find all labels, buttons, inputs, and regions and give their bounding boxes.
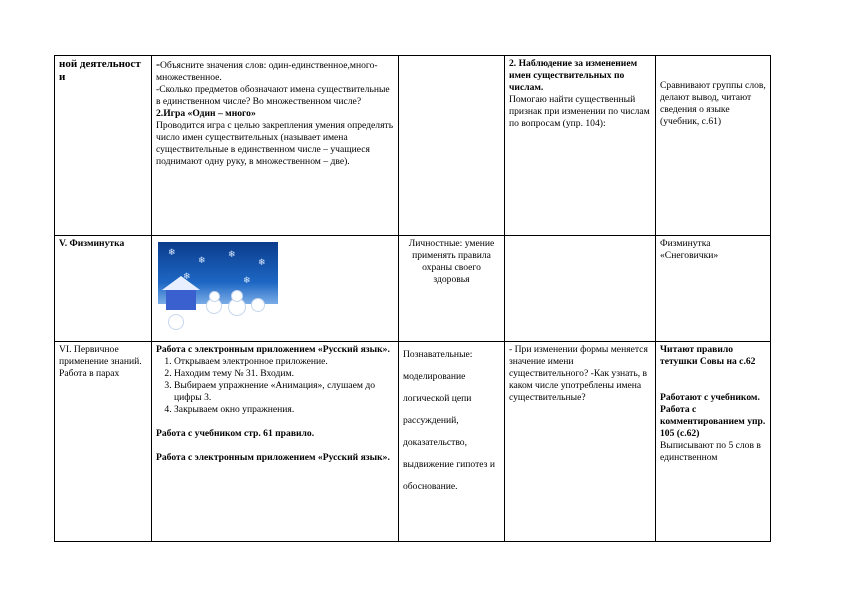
observation-text: Помогаю найти существенный признак при изменении по числам по вопросам (упр. 104): [509, 94, 650, 129]
observation-title: 2. Наблюдение за изменением имен существительных по числам. [509, 58, 638, 93]
work-title: Работа с учебником стр. 61 правило. [156, 428, 315, 439]
work-title: Работа с электронным приложением «Русский язык». [156, 452, 390, 463]
stage-name: VI. Первичное применение знаний. Работа в парах [59, 344, 142, 379]
observation-cell [505, 56, 656, 236]
snowmen-picture: ❄ ❄ ❄ ❄ ❄ ❄ [158, 242, 278, 332]
stage-cell [55, 56, 152, 236]
list-item: 4. Закрываем окно упражнения. [174, 404, 394, 416]
steps-list [156, 356, 394, 416]
students-cell [656, 236, 771, 342]
uud-cell [399, 56, 505, 236]
work-title: Работа с электронным приложением «Русский язык». [156, 344, 390, 355]
stage-cell [55, 342, 152, 542]
table-row [55, 236, 771, 342]
teacher-cell [505, 236, 656, 342]
stage-name: V. Физминутка [59, 238, 125, 249]
students-text: Работают с учебником. [660, 392, 760, 403]
students-text: Выписывают по 5 слов в единственном [660, 440, 761, 463]
list-item: 2. Находим тему № 31. Входим. [174, 368, 394, 380]
students-cell [656, 56, 771, 236]
students-text: Работа с комментированием упр. 105 (с.62) [660, 404, 766, 439]
students-text: Читают правило тетушки Совы на с.62 [660, 344, 756, 367]
teacher-line: -Сколько предметов обозначают имена существительные в единственном числе? Во множественном числе? [156, 84, 390, 107]
table-row [55, 342, 771, 542]
work-cell [152, 342, 399, 542]
list-item: 1. Открываем электронное приложение. [174, 356, 394, 368]
game-text: Проводится игра с целью закрепления умения определять число имен существительных (называет имена существительные в единственном числе – учащиеся поднимают одну руку, в множественном – две). [156, 120, 394, 167]
lesson-table [54, 55, 771, 542]
students-cell [656, 342, 771, 542]
teacher-text: - При изменении формы меняется значение имени существительного? -Как узнать, в каком числе употреблены имена существительные? [509, 344, 648, 403]
uud-cell [399, 342, 505, 542]
list-item: 3. Выбираем упражнение «Анимация», слушаем до цифры 3. [174, 380, 394, 404]
students-text: Сравнивают группы слов, делают вывод, читают сведения о языке (учебник, с.61) [660, 80, 766, 127]
uud-cell [399, 236, 505, 342]
picture-cell [152, 236, 399, 342]
teacher-cell [152, 56, 399, 236]
teacher-cell [505, 342, 656, 542]
uud-text: Познавательные: моделирование логической цепи рассуждений, доказательство, выдвижение гипотез и обоснование. [403, 349, 495, 492]
teacher-line: -Объясните значения слов: один-единственное,много-множественное. [156, 57, 378, 83]
stage-name: ной деятельност и [59, 58, 141, 83]
table-row [55, 56, 771, 236]
students-text: Физминутка «Снеговички» [660, 238, 719, 261]
game-title: 2.Игра «Один – много» [156, 108, 256, 119]
uud-text: Личностные: умение применять правила охраны своего здоровья [408, 238, 495, 285]
stage-cell [55, 236, 152, 342]
